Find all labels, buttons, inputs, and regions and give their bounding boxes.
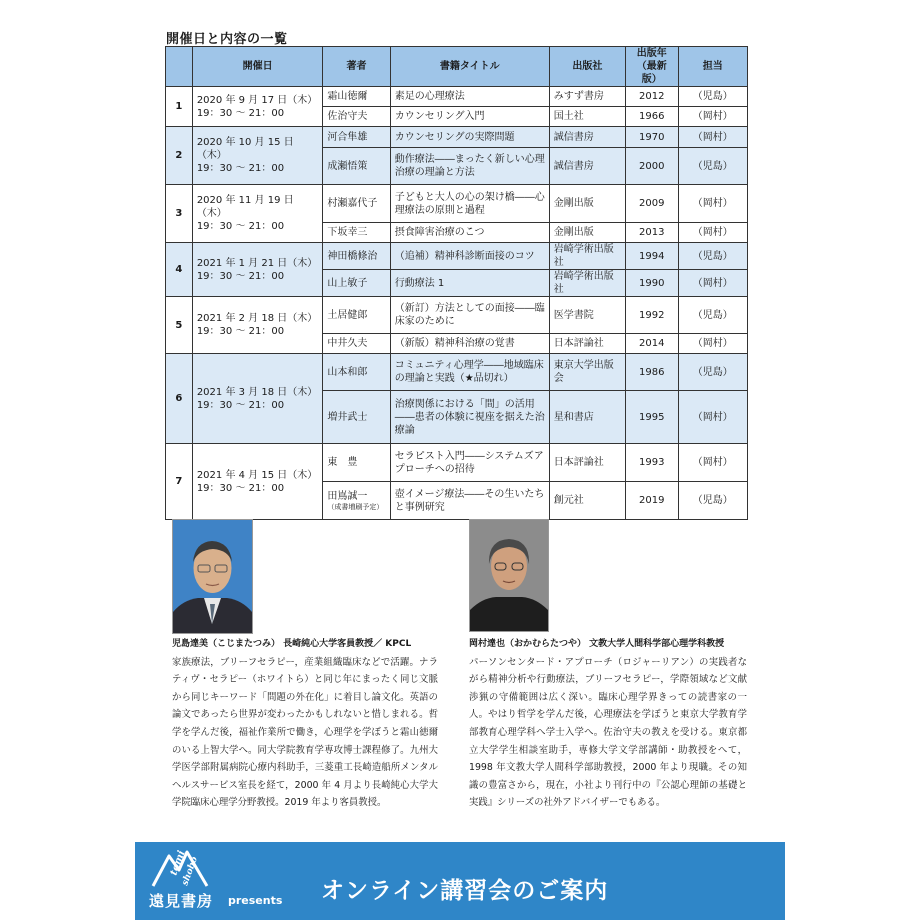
bio-okamura [469,636,747,812]
session-date-day: 2020 年 10 月 15 日（木） [196,137,294,161]
session-date [192,354,323,444]
session-date-day: 2020 年 9 月 17 日（木） [196,94,318,106]
year-cell: 2000 [625,148,678,185]
session-number: 2 [166,127,193,185]
session-number: 5 [166,297,193,354]
table-row [166,185,748,223]
session-date-day: 2021 年 3 月 18 日（木） [196,386,318,398]
author-note: （成書増刷予定） [327,502,384,511]
author-cell: 神田橋條治 [323,243,390,270]
table-row [166,444,748,482]
session-date-time: 19：30 ～ 21：00 [196,163,285,174]
year-cell: 2009 [625,185,678,223]
author-cell: 増井武士 [323,391,390,444]
year-cell: 2014 [625,334,678,354]
table-header-row [166,47,748,87]
author-cell: 霜山徳爾 [323,87,390,107]
bio-kojima-text: 家族療法，ブリーフセラピー，産業組織臨床などで活躍。ナラティヴ・セラピー（ホワイトら）と同じ年にまったく同じ文脈から同じキーワード「問題の外在化」に着目し論文化。英語の論文であったら世界が変わったかもしれないと惜しまれる。哲学を学んだ後，福祉作業所で働き，心理学を学ぼうと霜山徳爾のいる上智大学へ。同大学院教育学専攻博士課程修了。九州大学医学部附属病院心療内科助手，三菱重工長崎造船所メンタルヘルスサービス室長を経て，2000 年 4 月より長崎純心大学大学院臨床心理学分野教授。2019 年より客員教授。 [172,656,438,809]
title-cell: セラピスト入門――システムズアプローチへの招待 [390,444,549,482]
charge-cell: （岡村） [678,223,747,243]
year-cell: 1992 [625,297,678,334]
charge-cell: （児島） [678,482,747,520]
publisher-cell: 国土社 [549,107,625,127]
portrait-okamura [469,519,549,632]
year-cell: 1994 [625,243,678,270]
year-cell: 1990 [625,270,678,297]
table-row [166,87,748,107]
author-cell [323,482,390,520]
session-date-day: 2020 年 11 月 19 日（木） [196,195,294,219]
session-date-time: 19：30 ～ 21：00 [196,399,285,411]
session-date-day: 2021 年 4 月 15 日（木） [196,469,318,481]
header-number [166,47,193,87]
table-row [166,354,748,391]
session-date-time: 19：30 ～ 21：00 [196,270,285,282]
charge-cell: （岡村） [678,334,747,354]
publisher-cell: 東京大学出版会 [549,354,625,391]
publisher-cell: みすず書房 [549,87,625,107]
author-cell: 河合隼雄 [323,127,390,148]
title-cell: 行動療法 1 [390,270,549,297]
title-cell: 治療関係における「間」の活用――患者の体験に視座を据えた治療論 [390,391,549,444]
session-date-day: 2021 年 2 月 18 日（木） [196,313,318,324]
session-date [192,87,323,127]
charge-cell: （岡村） [678,185,747,223]
year-cell: 2012 [625,87,678,107]
session-number: 1 [166,87,193,127]
publisher-cell: 岩崎学術出版社 [549,270,625,297]
title-cell: カウンセリングの実際問題 [390,127,549,148]
author-cell: 成瀬悟策 [323,148,390,185]
bio-kojima-name: 児島達美（こじまたつみ） 長崎純心大学客員教授／ KPCL [172,639,412,649]
author-cell: 下坂幸三 [323,223,390,243]
author-cell: 東 豊 [323,444,390,482]
publisher-cell: 星和書店 [549,391,625,444]
author-cell: 佐治守夫 [323,107,390,127]
header-year [625,47,678,87]
year-cell: 2019 [625,482,678,520]
publisher-cell: 医学書院 [549,297,625,334]
portrait-okamura-drawing [470,520,548,631]
year-cell: 1993 [625,444,678,482]
header-date: 開催日 [192,47,323,87]
table-row [166,297,748,334]
header-publisher: 出版社 [549,47,625,87]
title-cell: （新版）精神科治療の覚書 [390,334,549,354]
charge-cell: （岡村） [678,107,747,127]
logo-japanese: 遠見書房 [149,892,214,910]
author-cell: 山上敏子 [323,270,390,297]
title-cell: 子どもと大人の心の架け橋――心理療法の原則と過程 [390,185,549,223]
bio-okamura-text: パーソンセンタード・アプローチ（ロジャーリアン）の実践者ながら精神分析や行動療法，ブリーフセラピー，学際領域など文献渉猟の守備範囲は広く深い。臨床心理学界きっての読書家の一人。やはり哲学を学んだ後，心理療法を学ぼうと東京大学教育学部教育心理学科へ学士入学へ。佐治守夫の教えを受ける。東京都立大学学生相談室助手，専修大学文学部講師・助教授をへて，1998 年文教大学人間科学部助教授，2000 年より現職。その知識の豊富さから，現在，小社より刊行中の『公認心理師の基礎と実践』シリーズの社外アドバイザーでもある。 [469,656,747,809]
year-cell: 1995 [625,391,678,444]
logo-text-tomi: tomi [168,849,188,878]
session-date [192,185,323,243]
header-title: 書籍タイトル [390,47,549,87]
charge-cell: （児島） [678,243,747,270]
session-number: 4 [166,243,193,297]
title-cell: 動作療法――まったく新しい心理治療の理論と方法 [390,148,549,185]
footer-banner [135,842,785,920]
publisher-cell: 日本評論社 [549,444,625,482]
charge-cell: （岡村） [678,444,747,482]
logo-text-shobo: shobo [180,855,201,888]
table-row [166,243,748,270]
table-row [166,127,748,148]
publisher-cell: 誠信書房 [549,127,625,148]
header-author: 著者 [323,47,390,87]
header-charge: 担当 [678,47,747,87]
session-number: 3 [166,185,193,243]
publisher-cell: 誠信書房 [549,148,625,185]
session-date-time: 19：30 ～ 21：00 [196,107,285,119]
charge-cell: （岡村） [678,391,747,444]
publisher-cell: 日本評論社 [549,334,625,354]
session-date [192,127,323,185]
portrait-kojima-drawing [173,520,252,633]
session-date [192,444,323,520]
charge-cell: （児島） [678,297,747,334]
banner-title: オンライン講習会のご案内 [321,877,609,904]
charge-cell: （岡村） [678,270,747,297]
session-date-time: 19：30 ～ 21：00 [196,221,285,232]
session-date-time: 19：30 ～ 21：00 [196,482,285,494]
author-name: 田嶌誠一 [327,490,368,502]
header-year-line2: （最新版） [636,61,667,85]
schedule-table [165,46,748,520]
session-date [192,243,323,297]
charge-cell: （児島） [678,354,747,391]
author-cell: 山本和郎 [323,354,390,391]
year-cell: 1970 [625,127,678,148]
author-cell: 村瀬嘉代子 [323,185,390,223]
publisher-cell: 金剛出版 [549,223,625,243]
session-number: 7 [166,444,193,520]
portrait-kojima [172,519,253,634]
title-cell: （追補）精神科診断面接のコツ [390,243,549,270]
year-cell: 1986 [625,354,678,391]
title-cell: カウンセリング入門 [390,107,549,127]
header-year-line1: 出版年 [636,48,667,59]
author-cell: 中井久夫 [323,334,390,354]
title-cell: （新訂）方法としての面接――臨床家のために [390,297,549,334]
bio-okamura-name: 岡村達也（おかむらたつや） 文教大学人間科学部心理学科教授 [469,639,725,649]
session-date-time: 19：30 ～ 21：00 [196,326,285,337]
publisher-cell: 創元社 [549,482,625,520]
charge-cell: （岡村） [678,127,747,148]
session-date [192,297,323,354]
title-cell: 壺イメージ療法――その生いたちと事例研究 [390,482,549,520]
bio-kojima [172,636,438,812]
charge-cell: （児島） [678,87,747,107]
title-cell: 素足の心理療法 [390,87,549,107]
page-heading: 開催日と内容の一覧 [166,32,288,47]
charge-cell: （児島） [678,148,747,185]
year-cell: 2013 [625,223,678,243]
session-date-day: 2021 年 1 月 21 日（木） [196,257,318,269]
title-cell: 摂食障害治療のこつ [390,223,549,243]
presents-label: presents [228,894,283,907]
year-cell: 1966 [625,107,678,127]
author-cell: 土居健郎 [323,297,390,334]
session-number: 6 [166,354,193,444]
publisher-cell: 金剛出版 [549,185,625,223]
publisher-cell: 岩崎学術出版社 [549,243,625,270]
title-cell: コミュニティ心理学――地域臨床の理論と実践（★品切れ） [390,354,549,391]
